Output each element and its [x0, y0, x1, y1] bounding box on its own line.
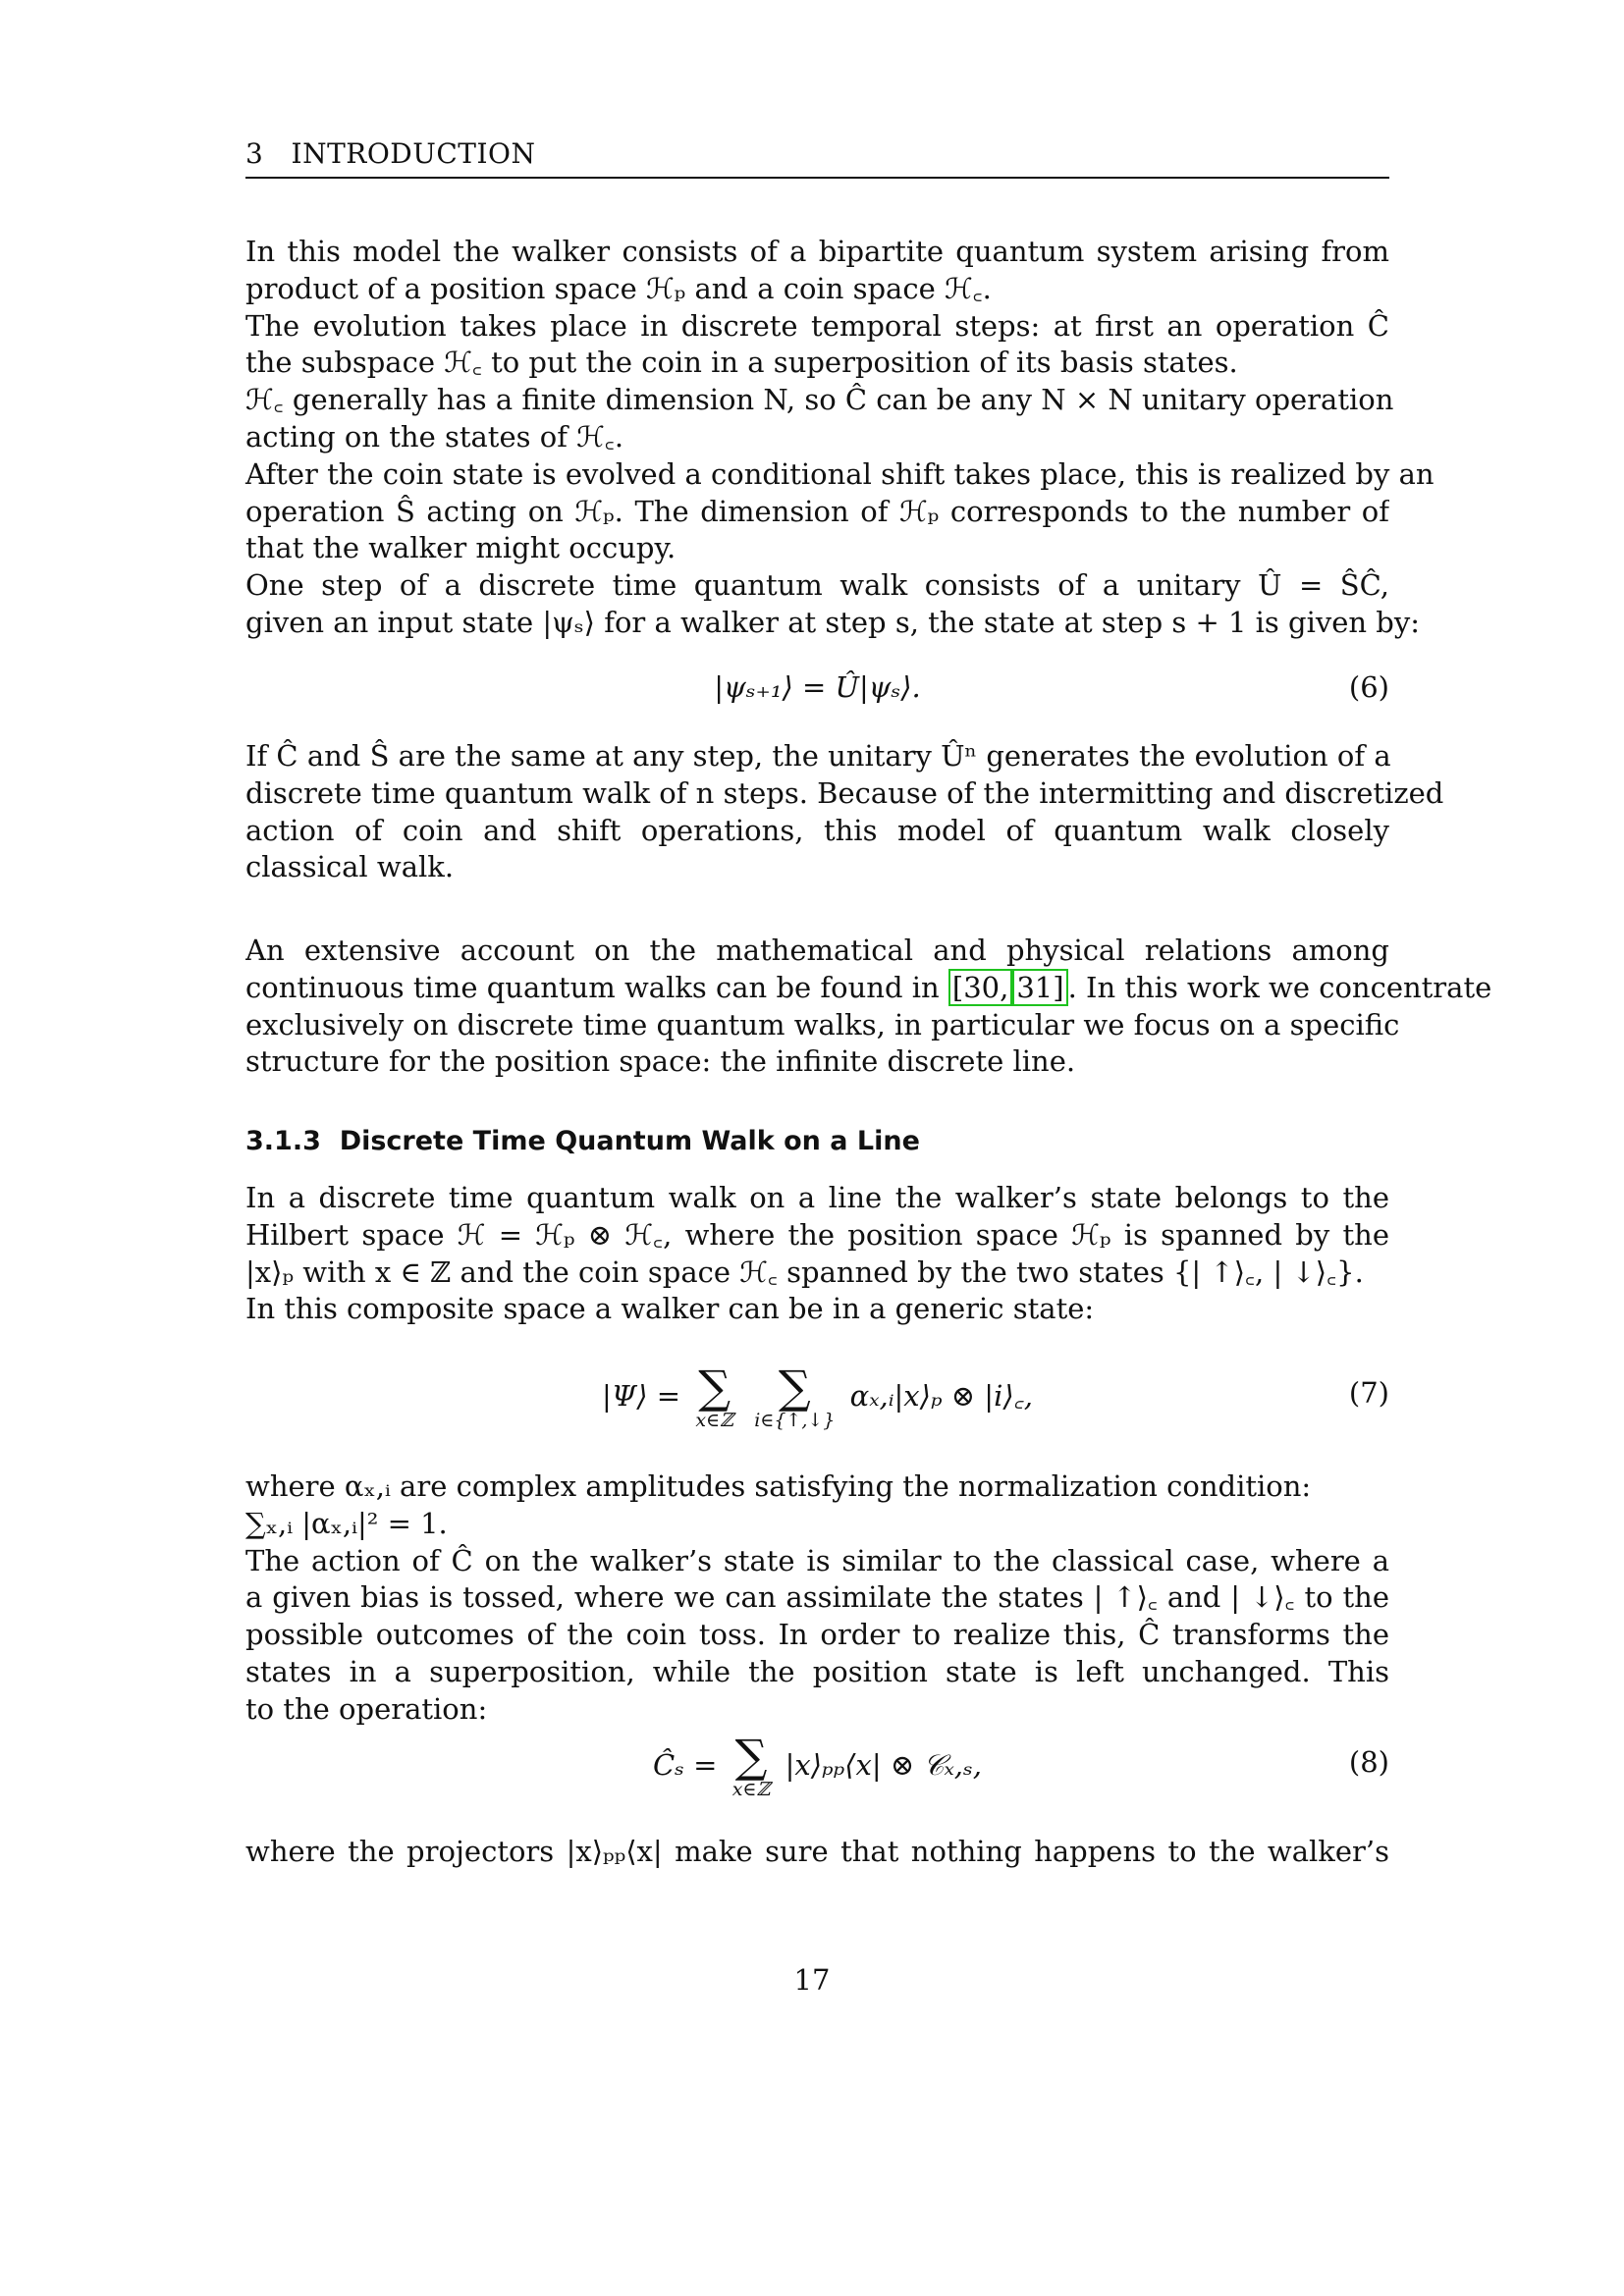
- text-line: [245, 970, 1492, 1007]
- citation-link-31[interactable]: 31]: [1012, 969, 1067, 1006]
- equation-lhs: Ĉₛ =: [652, 1748, 718, 1782]
- text-line: states in a superposition, while the position state is left unchanged. This: [245, 1654, 1389, 1688]
- text-line: possible outcomes of the coin toss. In order to realize this, Ĉ transforms the: [245, 1618, 1389, 1652]
- chapter-number: 3: [245, 137, 264, 170]
- text-line: to the operation:: [245, 1691, 488, 1726]
- text-fragment: . In this work we concentrate: [1067, 970, 1492, 1004]
- summation-limit: i∈{↑,↓}: [754, 1410, 836, 1431]
- text-line: operation Ŝ acting on ℋₚ. The dimension of ℋₚ corresponds to the number of: [245, 494, 1389, 528]
- text-line: In a discrete time quantum walk on a line the walker’s state belongs to the: [245, 1181, 1389, 1214]
- text-line: the subspace ℋ꜀ to put the coin in a superposition of its basis states.: [245, 346, 1238, 380]
- sigma-glyph: ∑: [698, 1361, 731, 1414]
- running-header: [245, 137, 1389, 179]
- text-line: given an input state |ψₛ⟩ for a walker at step s, the state at step s + 1 is given by:: [245, 605, 1421, 639]
- summation-limit: x∈ℤ: [695, 1410, 733, 1431]
- page-number: 17: [793, 1963, 831, 1997]
- paragraph-projectors: [245, 1834, 1389, 1871]
- text-line: The evolution takes place in discrete temporal steps: at first an operation Ĉ: [245, 308, 1389, 343]
- chapter-heading: [245, 137, 535, 170]
- text-line: An extensive account on the mathematical and physical relations among: [245, 934, 1389, 967]
- section-title: Discrete Time Quantum Walk on a Line: [339, 1126, 920, 1156]
- summation-limit: x∈ℤ: [731, 1779, 771, 1800]
- text-line: where αₓ,ᵢ are complex amplitudes satisfying the normalization condition:: [245, 1469, 1312, 1503]
- section-number: 3.1.3: [245, 1126, 321, 1156]
- text-line: One step of a discrete time quantum walk consists of a unitary Û = ŜĈ,: [245, 568, 1389, 603]
- sigma-glyph: ∑: [734, 1730, 768, 1783]
- chapter-title: INTRODUCTION: [291, 137, 536, 170]
- text-line: acting on the states of ℋ꜀.: [245, 419, 624, 454]
- equation-body: |ψₛ₊₁⟩ = Û|ψₛ⟩.: [714, 670, 921, 704]
- text-line: that the walker might occupy.: [245, 531, 677, 565]
- text-line: classical walk.: [245, 850, 455, 884]
- equation-number: (8): [1348, 1745, 1389, 1779]
- text-line: where the projectors |x⟩ₚₚ⟨x| make sure that nothing happens to the walker’s: [245, 1835, 1389, 1868]
- paragraph-extensive-account: [245, 933, 1492, 1081]
- equation-number: (7): [1348, 1376, 1389, 1410]
- text-line: In this composite space a walker can be in a generic state:: [245, 1292, 1095, 1326]
- text-line: The action of Ĉ on the walker’s state is similar to the classical case, where a: [245, 1543, 1389, 1577]
- equation-8: [245, 1730, 1389, 1822]
- sigma-glyph: ∑: [778, 1361, 811, 1414]
- text-line: discrete time quantum walk of n steps. Because of the intermitting and discretized: [245, 775, 1444, 810]
- text-line: action of coin and shift operations, this model of quantum walk closely: [245, 813, 1389, 847]
- text-line: After the coin state is evolved a conditional shift takes place, this is realized by an: [245, 456, 1435, 491]
- equation-lhs: |Ψ⟩ =: [602, 1379, 681, 1413]
- paragraph-coin-action: [245, 1468, 1389, 1729]
- citation-link-30[interactable]: [30,: [948, 969, 1012, 1006]
- summation-operator: [695, 1361, 733, 1431]
- text-line: ℋ꜀ generally has a finite dimension N, so Ĉ can be any N × N unitary operation: [245, 383, 1394, 417]
- equation-7: [245, 1361, 1389, 1453]
- equation-body: [245, 1730, 1389, 1800]
- text-line: If Ĉ and Ŝ are the same at any step, the unitary Ûⁿ generates the evolution of a: [245, 739, 1391, 773]
- paragraph-line-walk: [245, 1180, 1389, 1328]
- text-line: In this model the walker consists of a bipartite quantum system arising from: [245, 235, 1389, 268]
- section-heading: [245, 1126, 920, 1156]
- summation-operator: [754, 1361, 836, 1431]
- text-fragment: continuous time quantum walks can be found in: [245, 970, 948, 1004]
- equation-number: (6): [1348, 670, 1389, 704]
- paragraph-walker-model: [245, 234, 1435, 642]
- summation-operator: [731, 1730, 771, 1800]
- equation-body: [245, 1361, 1389, 1431]
- equation-6: [245, 670, 1389, 710]
- text-line: |x⟩ₚ with x ∈ ℤ and the coin space ℋ꜀ spanned by the two states {| ↑⟩꜀, | ↓⟩꜀}.: [245, 1255, 1364, 1289]
- text-line: Hilbert space ℋ = ℋₚ ⊗ ℋ꜀, where the position space ℋₚ is spanned by the: [245, 1217, 1389, 1252]
- paragraph-unitary-evolution: [245, 738, 1444, 886]
- text-line: product of a position space ℋₚ and a coin space ℋ꜀.: [245, 271, 992, 305]
- text-line: a given bias is tossed, where we can assimilate the states | ↑⟩꜀ and | ↓⟩꜀ to the: [245, 1580, 1389, 1615]
- text-line: ∑ₓ,ᵢ |αₓ,ᵢ|² = 1.: [245, 1506, 448, 1540]
- text-line: exclusively on discrete time quantum walks, in particular we focus on a specific: [245, 1007, 1400, 1041]
- equation-rhs: |x⟩ₚₚ⟨x| ⊗ 𝒞ₓ,ₛ,: [785, 1748, 983, 1782]
- text-line: structure for the position space: the infinite discrete line.: [245, 1044, 1076, 1079]
- equation-rhs: αₓ,ᵢ|x⟩ₚ ⊗ |i⟩꜀,: [849, 1379, 1033, 1413]
